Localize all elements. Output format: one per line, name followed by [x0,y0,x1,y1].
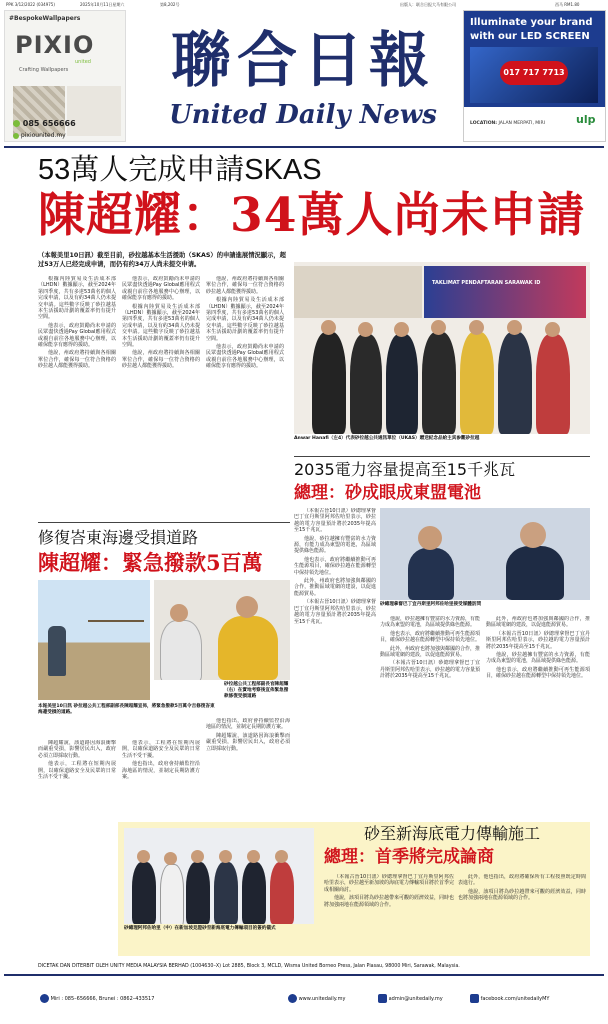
ad-line2: with our LED SCREEN [470,31,590,42]
ppk-number: PPK 3/12/2022 (034975) [6,2,55,7]
imprint: DICETAK DAN DITERBIT OLEH UNITY MEDIA MALAYSIA BERHAD (1004630–X) Lot 2885, Block 3, MCLD, Wisma United Borneo Press, Jalan Piasau, 98000 Miri, Sarawak, Malaysia. [38,964,460,969]
right-story-headline: 總理：砂成眼成東盟電池 [294,483,481,503]
lead-col-3: 他說，州政府將持續與各相關單位合作，確保每一位符合資格的砂拉越人都能獲得援助。 根據內陸貿易及生活成本部（LHDN）數據顯示，截至2024年第四季度，共有多達53萬名的個人完成申請，以及有約34萬人仍未提交申請。這些數字反映了砂拉越基本生活援助計劃的覆蓋率仍有提升空間。 他表示，政府鼓勵尚未申請的民眾盡快透過Pay Global應用程式或親自前往各地服務中心辦理，以確保能享有應得的援助。 [206,276,284,370]
person-1 [312,332,346,434]
headline-main: 陳超耀：34萬人尚未申請 [38,188,586,243]
footer-email-link[interactable] [378,994,443,1003]
price-note: 西马 RM1.80 [555,2,580,7]
masthead-chinese: 聯合日報 [171,26,435,96]
person-3 [386,334,418,434]
phone-icon [40,994,49,1003]
left-story-col-3: 他也指出，政府會持續監控沿海地區的情況，並制定長期防護方案。 陳超耀說，該道路因海浪衝擊而嚴重受損，影響居民出入，政府必須立即採取行動。 [206,718,290,752]
pixio-sub: united [75,59,91,65]
left-photo-caption: 砂拉越公共工程部副長官陳超耀（右）在實地考察後宣佈緊急撥款修復受損道路 [224,682,289,699]
footer-facebook-link[interactable] [470,994,550,1003]
footer-web: www.unitedaily.my [298,996,346,1002]
bottom-story-headline: 總理：首季將完成論商 [324,847,494,867]
led-screen-ad[interactable] [463,10,606,142]
left-story-kicker: 修復峇東海邊受損道路 [38,528,199,547]
email-icon [378,994,387,1003]
bottom-story-box [118,822,590,956]
masthead-english: United Daily News [169,100,437,130]
footer-email: admin@unitedaily.my [388,996,443,1002]
event-banner [424,266,586,318]
officials-photo [154,580,290,680]
ad-phone: 085 656666 [22,119,76,128]
right-story-col-1: （本報古晉10日訊）砂總理拿督巴丁宜丹斯里阿邦佐哈里表示，砂拉越的電力容量預計將於2035年提高至15千兆瓦。 他說，砂拉越擁有豐富的水力資源，有能力成為東盟的電池，為區域提供綠色能源。 他也表示，政府將繼續推動可再生能源項目，確保砂拉越在能源轉型中保持領先地位。 此外，州政府也將加強與鄰國的合作，推動區域電網的建設，以促進能源貿易。 （本報古晉10日訊）砂總理拿督巴丁宜丹斯里阿邦佐哈里表示，砂拉越的電力容量預計將於2035年提高至15千兆瓦。 [294,508,376,625]
lead-col-2: 他表示，政府鼓勵尚未申請的民眾盡快透過Pay Global應用程式或親自前往各地服務中心辦理，以確保能享有應得的援助。 根據內陸貿易及生活成本部（LHDN）數據顯示，截至2024年第四季度，共有多達53萬名的個人完成申請，以及有約34萬人仍未提交申請。這些數字反映了砂拉越基本生活援助計劃的覆蓋率仍有提升空間。 他說，州政府將持續與各相關單位合作，確保每一位符合資格的砂拉越人都能獲得援助。 [122,276,200,370]
footer-web-link[interactable] [288,994,345,1003]
footer-facebook: facebook.com/unitedailyMY [480,996,550,1002]
led-screen-photo [470,47,598,103]
lead-col-1: 根據內陸貿易及生活成本部（LHDN）數據顯示，截至2024年第四季度，共有多達53萬名的個人完成申請，以及有約34萬人仍未提交申請。這些數字反映了砂拉越基本生活援助計劃的覆蓋率仍有提升空間。 他表示，政府鼓勵尚未申請的民眾盡快透過Pay Global應用程式或親自前往各地服務中心辦理，以確保能享有應得的援助。 他說，州政府將持續與各相關單位合作，確保每一位符合資格的砂拉越人都能獲得援助。 [38,276,116,370]
wallpaper-sample-2 [67,86,121,136]
issue-date: 2025年10月11日星期六 [80,2,125,7]
person-2 [350,334,382,434]
ad-social: pixiounited.my [20,132,66,139]
person-6 [498,332,532,434]
left-story-col-2: 他表示，工程將在短期內展開，以確保道路安全及民眾的日常生活不受干擾。 他也指出，政府會持續監控沿海地區的情況，並制定長期防護方案。 [122,740,200,781]
bottom-story-kicker: 砂至新海底電力傳輸施工 [364,824,541,843]
pixio-ad[interactable] [4,10,126,142]
social-icon [13,133,19,139]
wallpaper-sample [13,86,65,136]
right-story-col-2: 他說，砂拉越擁有豐富的水力資源，有能力成為東盟的電池，為區域提供綠色能源。 他也表示，政府將繼續推動可再生能源項目，確保砂拉越在能源轉型中保持領先地位。 此外，州政府也將加強與鄰國的合作，推動區域電網的建設，以促進能源貿易。 （本報古晉10日訊）砂總理拿督巴丁宜丹斯里阿邦佐哈里表示，砂拉越的電力容量預計將於2035年提高至15千兆瓦。 [380,616,480,680]
ukas-photo-caption: Anwar Hanafi（左4）代表砂拉越公共通訊單位（UKAS）贈送紀念品給主宾参觀砂拉越 [294,436,480,441]
bottom-story-col-2: 此外，他也指出，政府將確保所有工程按照既定時間表進行。 他說，該項目將為砂拉越帶來可觀的經濟效益，同時也將加強兩地在能源領域的合作。 [458,874,586,902]
worker-figure [48,626,66,676]
bottom-story-col-1: （本報古晉10日訊）砂總理拿督巴丁宜丹斯里阿邦佐哈里表示，砂拉越至新加坡的海底電力傳輸項目將於首季完成相關商討。 他說，該項目將為砂拉越帶來可觀的經濟效益，同時也將加強兩地在能源領域的合作。 [324,874,454,908]
undersea-cable-photo [124,828,314,924]
globe-icon [288,994,297,1003]
ad-hashtag: #BespokeWallpapers [9,15,81,22]
right-photo-caption: 砂總理拿督巴丁宜丹斯里阿邦佐哈里接受媒體訪問 [380,602,482,607]
pixio-logo: PIXIO [15,31,95,59]
ad-location: JALAN MERPATI, MIRI [498,121,545,126]
issue-number: 第8,202号 [160,2,180,7]
lead-paragraph: （本報美里10日訊）截至目前，砂拉越基本生活援助（SKAS）的申請進展情況顯示，超过53万人已经完成申请，而仍有约34万人尚未提交申请。 [38,252,286,268]
ad-line1: Illuminate your brand [470,17,593,28]
bottom-photo-caption: 砂總理阿邦佐哈里（中）在新加坡見證砂至新海底電力傳輸項目的簽約儀式 [124,926,276,931]
person-4 [422,332,456,434]
right-story-col-3: 此外，州政府也將加強與鄰國的合作，推動區域電網的建設，以促進能源貿易。 （本報古晉10日訊）砂總理拿督巴丁宜丹斯里阿邦佐哈里表示，砂拉越的電力容量預計將於2035年提高至15千兆瓦。 他說，砂拉越擁有豐富的水力資源，有能力成為東盟的電池，為區域提供綠色能源。 他也表示，政府將繼續推動可再生能源項目，確保砂拉越在能源轉型中保持領先地位。 [486,616,590,680]
publisher-note: 出版人：联合日报大马有限公司 [400,2,456,7]
ulp-logo: ulp [576,113,596,126]
ad-phone-badge: 017 717 7713 [500,61,568,85]
pixio-tagline: Crafting Wallpapers [19,67,69,73]
left-story-lead: 本報美里10日訊 砂拉越公共工程部副部長陳超耀宣佈，將緊急撥款5百萬令吉修復峇東海邊受損的道路。 [38,704,215,715]
right-story-kicker: 2035電力容量提高至15千兆瓦 [294,460,516,479]
left-story-headline: 陳超耀：緊急撥款5百萬 [38,550,263,575]
ad-location-label: LOCATION: [470,121,498,126]
headline-kicker: 53萬人完成申請SKAS [38,154,322,186]
person-7 [536,334,570,434]
premier-interview-photo [380,508,590,600]
banner-text: TAKLIMAT PENDAFTARAN SARAWAK ID [432,280,541,286]
person-5 [460,332,494,434]
ukas-group-photo [294,262,590,434]
coast-road-photo [38,580,150,700]
phone-icon [13,120,20,127]
left-story-col-1: 陳超耀說，該道路因海浪衝擊而嚴重受損，影響居民出入，政府必須立即採取行動。 他表示，工程將在短期內展開，以確保道路安全及民眾的日常生活不受干擾。 [38,740,116,781]
facebook-icon [470,994,479,1003]
footer-phone: Miri : 085–656666, Brunei : 0862–433517 [50,996,155,1002]
